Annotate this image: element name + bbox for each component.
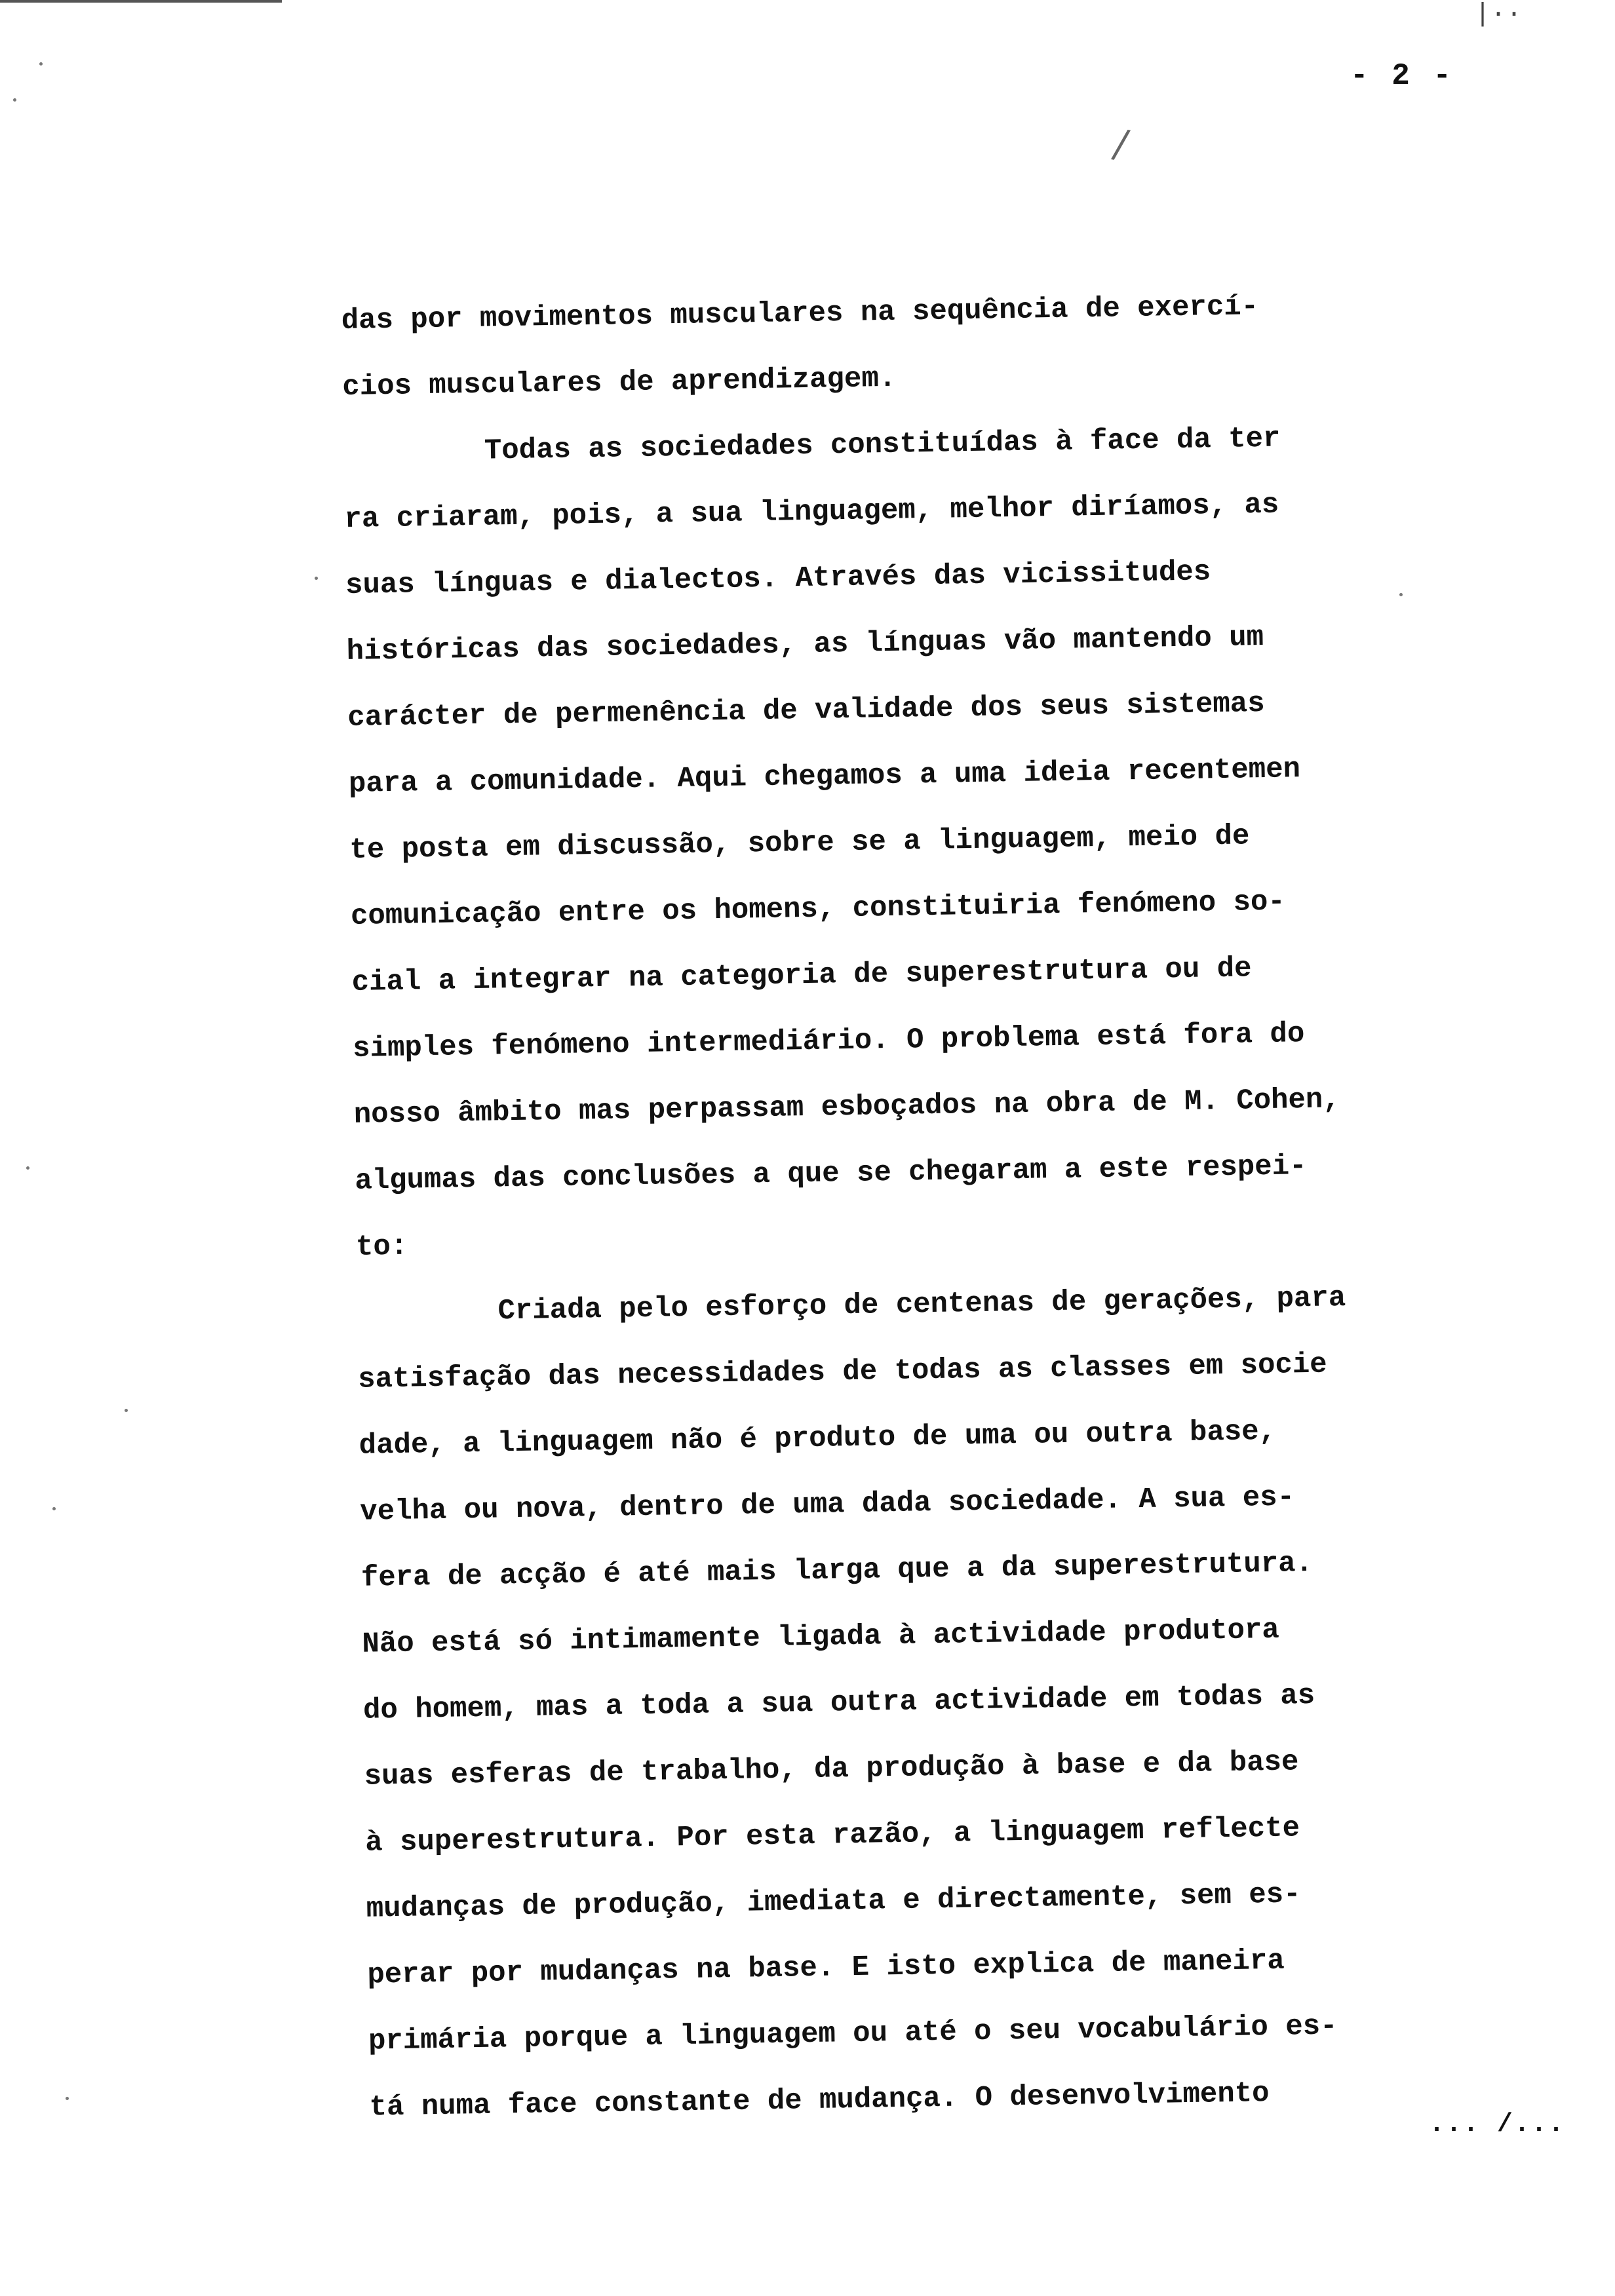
- page-number: - 2 -: [1350, 59, 1454, 93]
- text-line: perar por mudanças na base. E isto explica de maneira: [367, 1944, 1285, 1992]
- paragraph-start-line: Todas as sociedades constituídas à face da ter: [484, 422, 1281, 468]
- text-line: satisfação das necessidades de todas as classes em socie: [357, 1348, 1328, 1396]
- scan-speck: [315, 577, 318, 580]
- paragraph-start-line: Criada pelo esforço de centenas de gerações, para: [497, 1282, 1346, 1328]
- body-text: [341, 270, 1536, 2141]
- corner-mark: |··: [1475, 0, 1523, 29]
- text-line: comunicação entre os homens, constituiria fenómeno so-: [350, 885, 1286, 933]
- scan-speck: [39, 62, 43, 66]
- scan-edge-line: [0, 0, 282, 3]
- scan-speck: [13, 98, 16, 102]
- text-line: mudanças de produção, imediata e directamente, sem es-: [366, 1878, 1301, 1926]
- text-line: simples fenómeno intermediário. O problema está fora do: [352, 1018, 1305, 1065]
- text-line: cial a integrar na categoria de superestrutura ou de: [351, 952, 1252, 999]
- text-line: tá numa face constante de mudança. O desenvolvimento: [369, 2077, 1270, 2124]
- continuation-mark: ... /...: [1429, 2110, 1566, 2139]
- text-line: to:: [355, 1230, 408, 1264]
- text-line: suas esferas de trabalho, da produção à base e da base: [364, 1746, 1299, 1793]
- text-line: das por movimentos musculares na sequência de exercí-: [341, 290, 1259, 337]
- scan-speck: [26, 1166, 29, 1170]
- text-line: algumas das conclusões a que se chegaram a este respei-: [355, 1150, 1307, 1198]
- margin-pencil-mark: /: [1109, 120, 1133, 168]
- scan-speck: [66, 2097, 69, 2100]
- text-line: à superestrutura. Por esta razão, a linguagem reflecte: [364, 1812, 1300, 1860]
- text-line: históricas das sociedades, as línguas vão mantendo um: [346, 621, 1264, 668]
- text-line: do homem, mas a toda a sua outra actividade em todas as: [362, 1679, 1315, 1727]
- text-line: dade, a linguagem não é produto de uma ou outra base,: [359, 1415, 1277, 1463]
- text-line: para a comunidade. Aqui chegamos a uma ideia recentemen: [348, 753, 1301, 801]
- text-line: cios musculares de aprendizagem.: [341, 362, 897, 404]
- text-line: suas línguas e dialectos. Através das vicissitudes: [345, 556, 1211, 602]
- text-line: Não está só intimamente ligada à actividade produtora: [362, 1613, 1280, 1661]
- text-line: ra criaram, pois, a sua linguagem, melhor diríamos, as: [344, 488, 1279, 536]
- text-line: carácter de permenência de validade dos seus sistemas: [347, 687, 1265, 735]
- scan-speck: [52, 1507, 56, 1510]
- text-line: te posta em discussão, sobre se a linguagem, meio de: [349, 820, 1250, 867]
- text-line: nosso âmbito mas perpassam esboçados na obra de M. Cohen,: [353, 1083, 1341, 1132]
- scan-speck: [1399, 593, 1403, 596]
- text-line: primária porque a linguagem ou até o seu vocabulário es-: [368, 2010, 1338, 2058]
- text-line: velha ou nova, dentro de uma dada sociedade. A sua es-: [359, 1481, 1295, 1529]
- text-line: fera de acção é até mais larga que a da superestrutura.: [360, 1546, 1313, 1595]
- scan-speck: [125, 1409, 128, 1412]
